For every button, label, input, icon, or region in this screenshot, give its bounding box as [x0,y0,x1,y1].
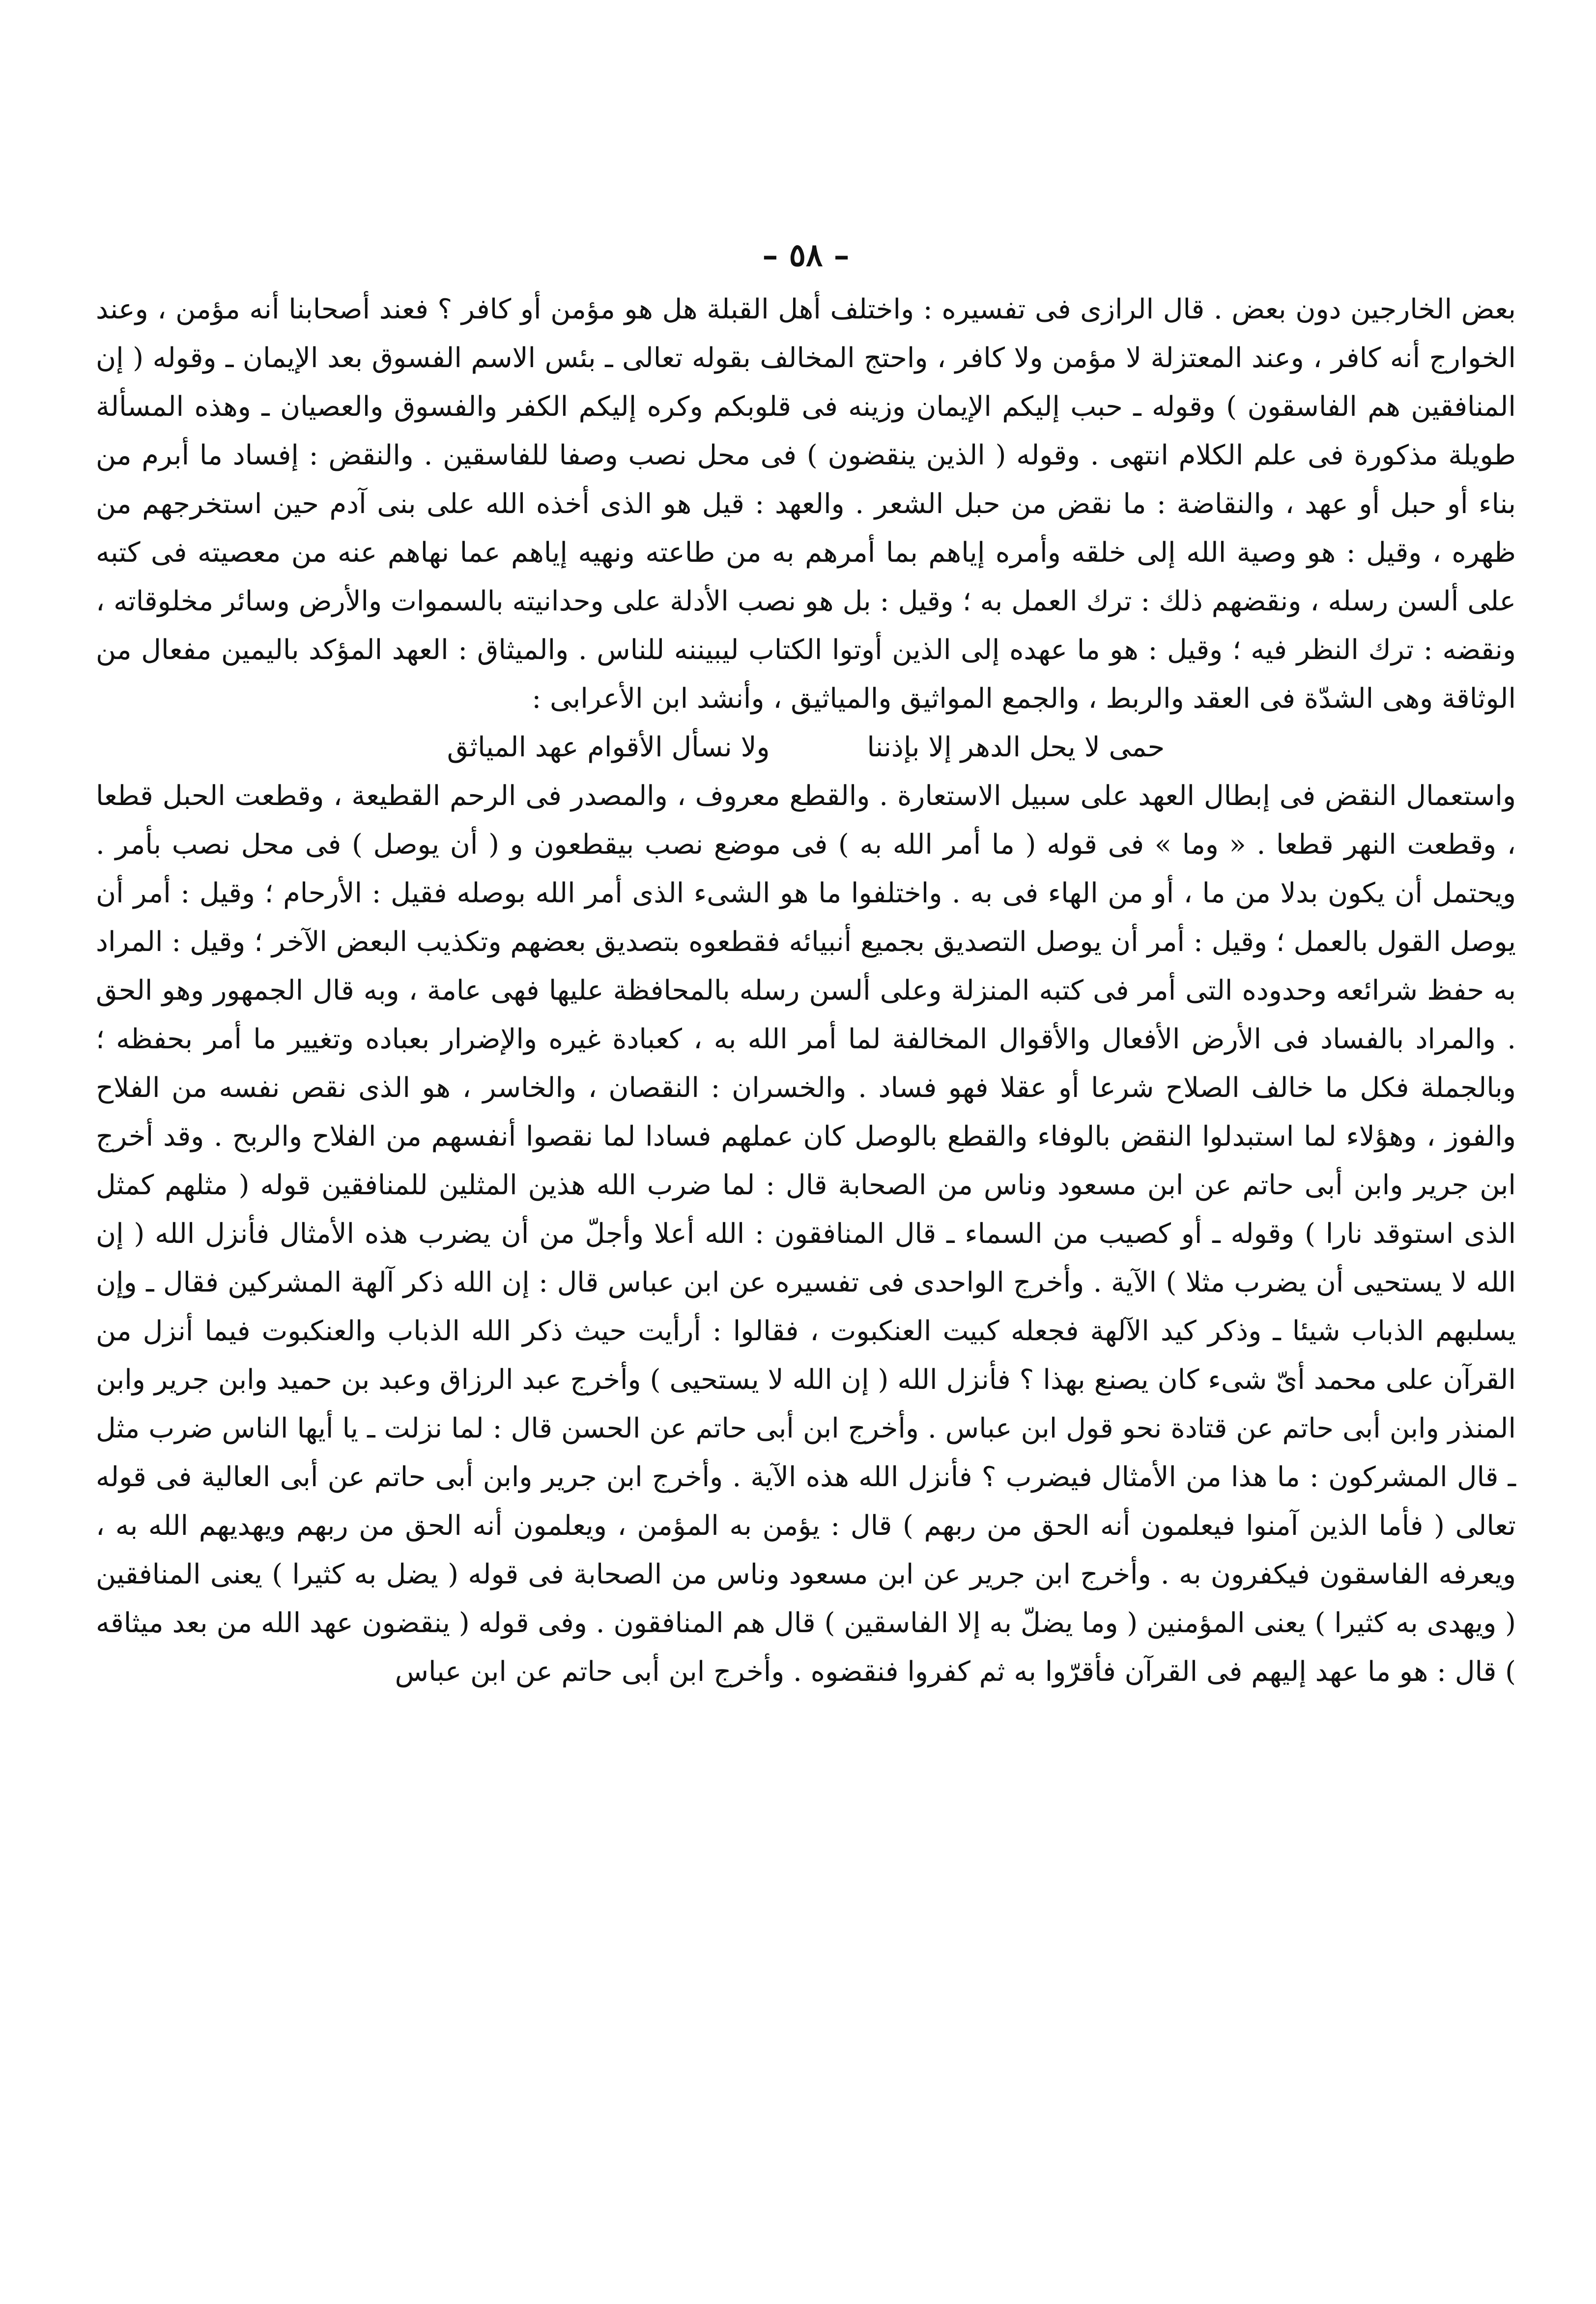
page-number: – ٥٨ – [762,237,850,274]
poetry-verse [96,723,1516,772]
paragraph-commentary-1: بعض الخارجين دون بعض . قال الرازى فى تفسيره : واختلف أهل القبلة هل هو مؤمن أو كافر ؟ فعند أصحابنا أنه مؤمن ، وعند الخوارج أنه كافر ، وعند المعتزلة لا مؤمن ولا كافر ، واحتج المخالف بقوله تعالى ـ بئس الاسم الفسوق بعد الإيمان ـ وقوله ( إن المنافقين هم الفاسقون ) وقوله ـ حبب إليكم الإيمان وزينه فى قلوبكم وكره إليكم الكفر والفسوق والعصيان ـ وهذه المسألة طويلة مذكورة فى علم الكلام انتهى . وقوله ( الذين ينقضون ) فى محل نصب وصفا للفاسقين . والنقض : إفساد ما أبرم من بناء أو حبل أو عهد ، والنقاضة : ما نقض من حبل الشعر . والعهد : قيل هو الذى أخذه الله على بنى آدم حين استخرجهم من ظهره ، وقيل : هو وصية الله إلى خلقه وأمره إياهم بما أمرهم به من طاعته ونهيه إياهم عما نهاهم عنه من معصيته فى كتبه على ألسن رسله ، ونقضهم ذلك : ترك العمل به ؛ وقيل : بل هو نصب الأدلة على وحدانيته بالسموات والأرض وسائر مخلوقاته ، ونقضه : ترك النظر فيه ؛ وقيل : هو ما عهده إلى الذين أوتوا الكتاب ليبيننه للناس . والميثاق : العهد المؤكد باليمين مفعال من الوثاقة وهى الشدّة فى العقد والربط ، والجمع المواثيق والمياثيق ، وأنشد ابن الأعرابى : [96,293,1516,715]
paragraph-commentary-2: واستعمال النقض فى إبطال العهد على سبيل الاستعارة . والقطع معروف ، والمصدر فى الرحم القطيعة ، وقطعت الحبل قطعا ، وقطعت النهر قطعا . « وما » فى قوله ( ما أمر الله به ) فى موضع نصب بيقطعون و ( أن يوصل ) فى محل نصب بأمر . ويحتمل أن يكون بدلا من ما ، أو من الهاء فى به . واختلفوا ما هو الشىء الذى أمر الله بوصله فقيل : الأرحام ؛ وقيل : أمر أن يوصل القول بالعمل ؛ وقيل : أمر أن يوصل التصديق بجميع أنبيائه فقطعوه بتصديق بعضهم وتكذيب البعض الآخر ؛ وقيل : المراد به حفظ شرائعه وحدوده التى أمر فى كتبه المنزلة وعلى ألسن رسله بالمحافظة عليها فهى عامة ، وبه قال الجمهور وهو الحق . والمراد بالفساد فى الأرض الأفعال والأقوال المخالفة لما أمر الله به ، كعبادة غيره والإضرار بعباده وتغيير ما أمر بحفظه ؛ وبالجملة فكل ما خالف الصلاح شرعا أو عقلا فهو فساد . والخسران : النقصان ، والخاسر ، هو الذى نقص نفسه من الفلاح والفوز ، وهؤلاء لما استبدلوا النقض بالوفاء والقطع بالوصل كان عملهم فسادا لما نقصوا أنفسهم من الفلاح والربح . وقد أخرج ابن جرير وابن أبى حاتم عن ابن مسعود وناس من الصحابة قال : لما ضرب الله هذين المثلين للمنافقين قوله ( مثلهم كمثل الذى استوقد نارا ) وقوله ـ أو كصيب من السماء ـ قال المنافقون : الله أعلا وأجلّ من أن يضرب هذه الأمثال فأنزل الله ( إن الله لا يستحيى أن يضرب مثلا ) الآية . وأخرج الواحدى فى تفسيره عن ابن عباس قال : إن الله ذكر آلهة المشركين فقال ـ وإن يسلبهم الذباب شيئا ـ وذكر كيد الآلهة فجعله كبيت العنكبوت ، فقالوا : أرأيت حيث ذكر الله الذباب والعنكبوت فيما أنزل من القرآن على محمد أىّ شىء كان يصنع بهذا ؟ فأنزل الله ( إن الله لا يستحيى ) وأخرج عبد الرزاق وعبد بن حميد وابن جرير وابن المنذر وابن أبى حاتم عن قتادة نحو قول ابن عباس . وأخرج ابن أبى حاتم عن الحسن قال : لما نزلت ـ يا أيها الناس ضرب مثل ـ قال المشركون : ما هذا من الأمثال فيضرب ؟ فأنزل الله هذه الآية . وأخرج ابن جرير وابن أبى حاتم عن أبى العالية فى قوله تعالى ( فأما الذين آمنوا فيعلمون أنه الحق من ربهم ) قال : يؤمن به المؤمن ، ويعلمون أنه الحق من ربهم ويهديهم الله به ، ويعرفه الفاسقون فيكفرون به . وأخرج ابن جرير عن ابن مسعود وناس من الصحابة فى قوله ( يضل به كثيرا ) يعنى المنافقين ( ويهدى به كثيرا ) يعنى المؤمنين ( وما يضلّ به إلا الفاسقين ) قال هم المنافقون . وفى قوله ( ينقضون عهد الله من بعد ميثاقه ) قال : هو ما عهد إليهم فى القرآن فأقرّوا به ثم كفروا فنقضوه . وأخرج ابن أبى حاتم عن ابن عباس [96,780,1516,1688]
verse-second-hemistich: ولا نسأل الأقوام عهد المياثق [447,731,770,763]
verse-first-hemistich: حمى لا يحل الدهر إلا بإذننا [867,731,1165,763]
document-page [96,231,1516,2246]
